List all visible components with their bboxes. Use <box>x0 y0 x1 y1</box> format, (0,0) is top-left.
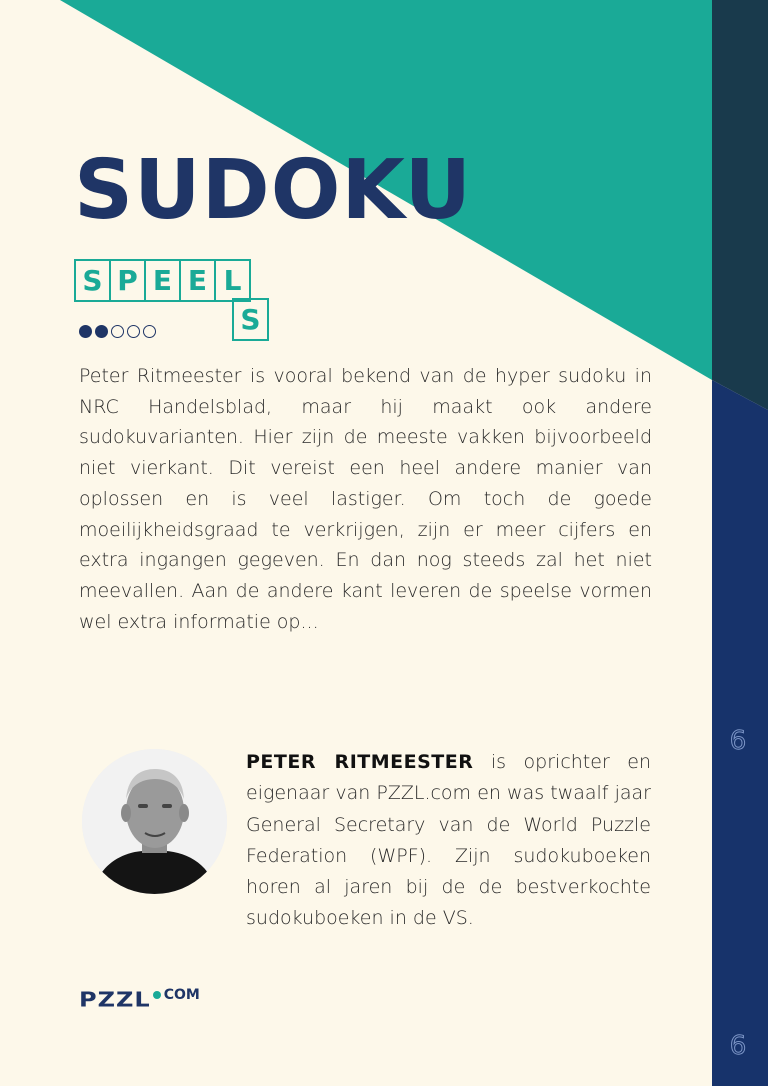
letter-cell: S <box>74 259 111 302</box>
filled-dot-icon <box>95 325 108 338</box>
empty-dot-icon <box>143 325 156 338</box>
pzzl-logo <box>79 986 200 1010</box>
author-photo <box>82 749 227 894</box>
letter-cell-down: S <box>232 298 269 341</box>
letter-cell: E <box>179 259 216 302</box>
logo-suffix: COM <box>163 987 200 1003</box>
page-number-bottom: 6 <box>729 1031 747 1061</box>
author-bio <box>246 747 651 935</box>
letter-cell: L <box>214 259 251 302</box>
logo-wordmark: PZZL <box>79 987 151 1012</box>
author-portrait-icon <box>82 749 227 894</box>
letter-cell: E <box>144 259 181 302</box>
author-bio-text: is oprichter en eigenaar van PZZL.com en was twaalf jaar General Secretary van de World Puzzle Federation (WPF). Zijn sudokuboeken horen al jaren bij de de bestverkochte sudokuboeken in de VS. <box>246 751 651 930</box>
author-name: PETER RITMEESTER <box>246 751 474 773</box>
intro-text: Peter Ritmeester is vooral bekend van de hyper sudoku in NRC Handelsblad, maar hij maakt ook andere sudokuvarianten. Hier zijn de meeste vakken bijvoorbeeld niet vierkant. Dit vereist een heel andere manier van oplossen en is veel lastiger. Om toch de goede moeilijkheidsgraad te verkrijgen, zijn er meer cijfers en extra ingangen gegeven. En dan nog steeds zal het niet meevallen. Aan de andere kant leveren de speelse vormen wel extra informatie op... <box>79 365 652 633</box>
empty-dot-icon <box>111 325 124 338</box>
logo-dot-icon <box>153 991 161 999</box>
difficulty-rating <box>79 325 156 338</box>
dark-teal-side-band <box>712 0 768 410</box>
letter-cell: P <box>109 259 146 302</box>
page-number-top: 9 <box>729 723 747 753</box>
subtitle-letter-grid <box>74 259 251 302</box>
empty-dot-icon <box>127 325 140 338</box>
filled-dot-icon <box>79 325 92 338</box>
page-title: SUDOKU <box>74 143 473 238</box>
